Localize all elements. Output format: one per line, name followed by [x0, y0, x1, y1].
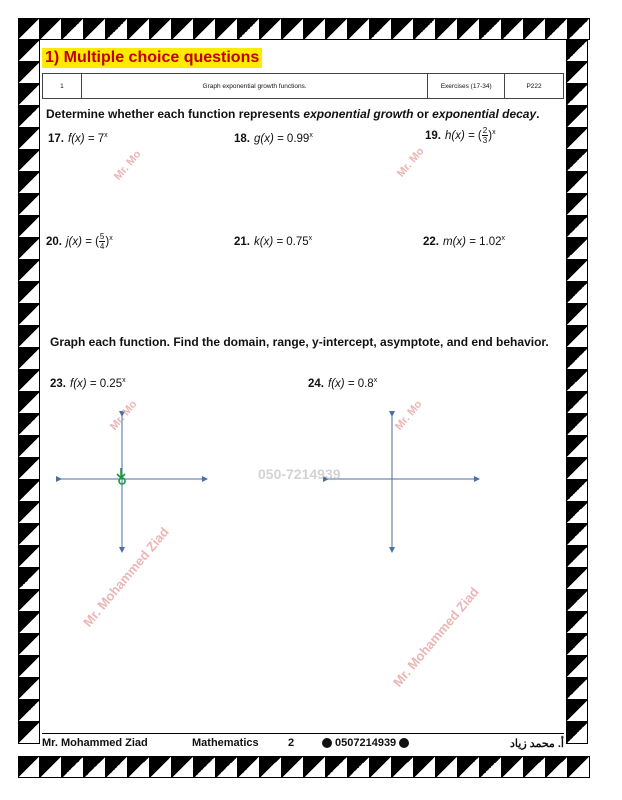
- border-tile: [18, 392, 40, 414]
- border-tile: [18, 62, 40, 84]
- instruction-1-decay: exponential decay: [432, 107, 537, 121]
- problem-number: 21.: [234, 235, 250, 248]
- border-tile: [18, 304, 40, 326]
- border-tile: [18, 612, 40, 634]
- footer-phone: 0507214939: [335, 737, 397, 749]
- fraction: [482, 126, 488, 145]
- border-tile: [194, 756, 216, 778]
- border-tile: [106, 756, 128, 778]
- border-tile: [18, 128, 40, 150]
- border-tile: [18, 590, 40, 612]
- border-tile: [566, 348, 588, 370]
- function-exponent: x: [309, 132, 313, 139]
- border-tile: [18, 756, 40, 778]
- section-heading: 1) Multiple choice questions: [42, 48, 262, 68]
- border-tile: [566, 216, 588, 238]
- border-tile: [40, 756, 62, 778]
- problem-number: 19.: [425, 129, 441, 142]
- border-tile: [566, 370, 588, 392]
- border-tile: [566, 656, 588, 678]
- border-tile: [18, 84, 40, 106]
- border-tile: [18, 106, 40, 128]
- border-tile: [128, 18, 150, 40]
- problem-number: 20.: [46, 235, 62, 248]
- function-base: 0.75: [286, 235, 309, 248]
- footer-page-number: 2: [288, 737, 295, 749]
- border-tile: [566, 150, 588, 172]
- function-name: k(x) =: [254, 235, 287, 248]
- border-tile: [348, 756, 370, 778]
- lesson-table: [42, 73, 564, 99]
- border-tile: [370, 756, 392, 778]
- border-right: [566, 40, 588, 744]
- border-tile: [566, 722, 588, 744]
- border-tile: [150, 756, 172, 778]
- border-tile: [18, 18, 40, 40]
- border-tile: [566, 304, 588, 326]
- footer-arabic-name: أ. محمد زياد: [510, 737, 564, 750]
- border-tile: [304, 18, 326, 40]
- lesson-exercises: Exercises (17-34): [428, 74, 505, 98]
- border-tile: [566, 128, 588, 150]
- author-watermark: Mr. Mohammed Ziad: [390, 584, 482, 690]
- function-name: m(x) =: [443, 235, 480, 248]
- author-watermark-partial: Mr. Mo: [393, 398, 425, 433]
- border-tile: [18, 634, 40, 656]
- author-watermark-partial: Mr. Mo: [108, 398, 140, 433]
- border-tile: [566, 62, 588, 84]
- problem-24: [308, 377, 377, 390]
- border-tile: [414, 18, 436, 40]
- border-tile: [566, 524, 588, 546]
- border-tile: [62, 756, 84, 778]
- border-tile: [260, 756, 282, 778]
- function-exponent: x: [501, 235, 505, 242]
- border-tile: [458, 756, 480, 778]
- border-tile: [502, 18, 524, 40]
- border-tile: [18, 238, 40, 260]
- function-exponent: x: [308, 235, 313, 242]
- border-tile: [566, 678, 588, 700]
- border-tile: [18, 700, 40, 722]
- border-tile: [566, 568, 588, 590]
- border-tile: [282, 756, 304, 778]
- border-tile: [566, 414, 588, 436]
- border-tile: [18, 656, 40, 678]
- border-tile: [150, 18, 172, 40]
- border-tile: [566, 84, 588, 106]
- border-tile: [326, 18, 348, 40]
- border-tile: [568, 756, 590, 778]
- problem-number: 17.: [48, 132, 64, 145]
- border-tile: [566, 546, 588, 568]
- instruction-1-growth: exponential growth: [303, 107, 414, 121]
- border-tile: [566, 480, 588, 502]
- border-tile: [18, 524, 40, 546]
- border-tile: [18, 150, 40, 172]
- border-tile: [566, 260, 588, 282]
- border-tile: [566, 106, 588, 128]
- border-tile: [436, 756, 458, 778]
- problem-number: 23.: [50, 377, 66, 390]
- border-tile: [546, 756, 568, 778]
- problem-20: 20. j(x) = ( $\frac{5}{4}$ )$^x$: [46, 232, 113, 251]
- border-tile: [566, 458, 588, 480]
- border-tile: [260, 18, 282, 40]
- border-tile: [128, 756, 150, 778]
- problem-23: [50, 377, 126, 390]
- author-watermark-partial: Mr. Mo: [395, 145, 427, 180]
- border-tile: [524, 18, 546, 40]
- border-tile: [18, 348, 40, 370]
- function-name: f(x) =: [70, 377, 100, 390]
- function-name: f(x) =: [68, 132, 98, 145]
- border-tile: [566, 238, 588, 260]
- fraction: [99, 232, 105, 251]
- function-exponent: x: [122, 377, 126, 384]
- instruction-1-suffix: .: [536, 107, 540, 121]
- border-tile: [414, 756, 436, 778]
- border-tile: [566, 282, 588, 304]
- border-tile: [392, 756, 414, 778]
- function-name: g(x) =: [254, 132, 287, 145]
- function-exponent: x: [373, 377, 378, 384]
- lesson-number: 1: [43, 74, 82, 98]
- border-tile: [566, 392, 588, 414]
- border-tile: [18, 194, 40, 216]
- instruction-1: [46, 107, 539, 121]
- phone-watermark: 050-7214939: [258, 466, 341, 482]
- function-exponent: x: [104, 132, 108, 139]
- border-tile: [524, 756, 546, 778]
- border-tile: [568, 18, 590, 40]
- border-tile: [18, 414, 40, 436]
- handwritten-annotation: [117, 468, 125, 484]
- coordinate-axes-23: [55, 410, 210, 555]
- border-tile: [566, 612, 588, 634]
- footer-subject: Mathematics: [192, 737, 259, 749]
- border-tile: [18, 568, 40, 590]
- border-tile: [566, 172, 588, 194]
- border-tile: [566, 700, 588, 722]
- border-tile: [18, 458, 40, 480]
- function-exponent: x: [109, 234, 113, 242]
- function-exponent: x: [492, 128, 496, 136]
- border-tile: [18, 546, 40, 568]
- border-tile: [566, 194, 588, 216]
- problem-17: [48, 132, 108, 145]
- border-tile: [502, 756, 524, 778]
- border-tile: [18, 326, 40, 348]
- border-tile: [18, 370, 40, 392]
- function-base: 1.02: [479, 235, 502, 248]
- border-tile: [216, 18, 238, 40]
- border-tile: [458, 18, 480, 40]
- border-tile: [18, 480, 40, 502]
- border-tile: [18, 678, 40, 700]
- border-tile: [480, 756, 502, 778]
- border-tile: [304, 756, 326, 778]
- problem-number: 24.: [308, 377, 324, 390]
- border-tile: [18, 502, 40, 524]
- border-tile: [172, 18, 194, 40]
- border-tile: [566, 326, 588, 348]
- border-top: [18, 18, 590, 40]
- border-tile: [326, 756, 348, 778]
- border-bottom: [18, 756, 590, 778]
- problem-21: [234, 235, 312, 248]
- whatsapp-icon: [399, 738, 409, 748]
- border-tile: [566, 436, 588, 458]
- border-tile: [216, 756, 238, 778]
- border-tile: [370, 18, 392, 40]
- function-base: 7: [97, 132, 105, 145]
- border-tile: [480, 18, 502, 40]
- border-tile: [172, 756, 194, 778]
- fraction-numerator: 2: [482, 126, 488, 135]
- function-base: 0.8: [357, 377, 374, 390]
- border-tile: [238, 18, 260, 40]
- border-tile: [238, 756, 260, 778]
- problem-18: [234, 132, 313, 145]
- fraction-denominator: 4: [99, 242, 105, 251]
- phone-icon: [322, 738, 332, 748]
- border-tile: [566, 502, 588, 524]
- footer-author: Mr. Mohammed Ziad: [42, 737, 148, 749]
- function-base: 0.25: [99, 377, 123, 390]
- fraction-denominator: 3: [482, 136, 488, 145]
- problem-number: 18.: [234, 132, 250, 145]
- border-tile: [546, 18, 568, 40]
- border-tile: [18, 216, 40, 238]
- border-tile: [566, 634, 588, 656]
- problem-19: 19. h(x) = ( $\frac{2}{3}$ )$^x$: [425, 126, 496, 145]
- border-left: [18, 40, 40, 744]
- border-tile: [84, 18, 106, 40]
- function-name: h(x) =: [445, 129, 478, 142]
- border-tile: [40, 18, 62, 40]
- problem-22: [423, 235, 505, 248]
- border-tile: [392, 18, 414, 40]
- border-tile: [18, 260, 40, 282]
- fraction-numerator: 5: [99, 232, 105, 241]
- border-tile: [18, 436, 40, 458]
- instruction-1-prefix: Determine whether each function represents: [46, 107, 304, 121]
- instruction-2: Graph each function. Find the domain, range, y-intercept, asymptote, and end behavior.: [50, 335, 549, 349]
- border-tile: [566, 590, 588, 612]
- lesson-topic: Graph exponential growth functions.: [82, 74, 428, 98]
- function-name: f(x) =: [328, 377, 358, 390]
- function-base: 0.99: [286, 132, 310, 145]
- border-tile: [348, 18, 370, 40]
- border-tile: [18, 722, 40, 744]
- border-tile: [18, 282, 40, 304]
- border-tile: [18, 40, 40, 62]
- border-tile: [436, 18, 458, 40]
- page-footer: [42, 733, 564, 752]
- lesson-page: P222: [526, 82, 542, 90]
- border-tile: [62, 18, 84, 40]
- border-tile: [282, 18, 304, 40]
- border-tile: [566, 40, 588, 62]
- author-watermark-partial: Mr. Mo: [112, 148, 144, 183]
- border-tile: [18, 172, 40, 194]
- author-watermark: Mr. Mohammed Ziad: [80, 524, 172, 630]
- function-name: j(x) =: [66, 235, 96, 248]
- instruction-1-middle: or: [413, 107, 433, 121]
- border-tile: [84, 756, 106, 778]
- border-tile: [194, 18, 216, 40]
- border-tile: [106, 18, 128, 40]
- problem-number: 22.: [423, 235, 439, 248]
